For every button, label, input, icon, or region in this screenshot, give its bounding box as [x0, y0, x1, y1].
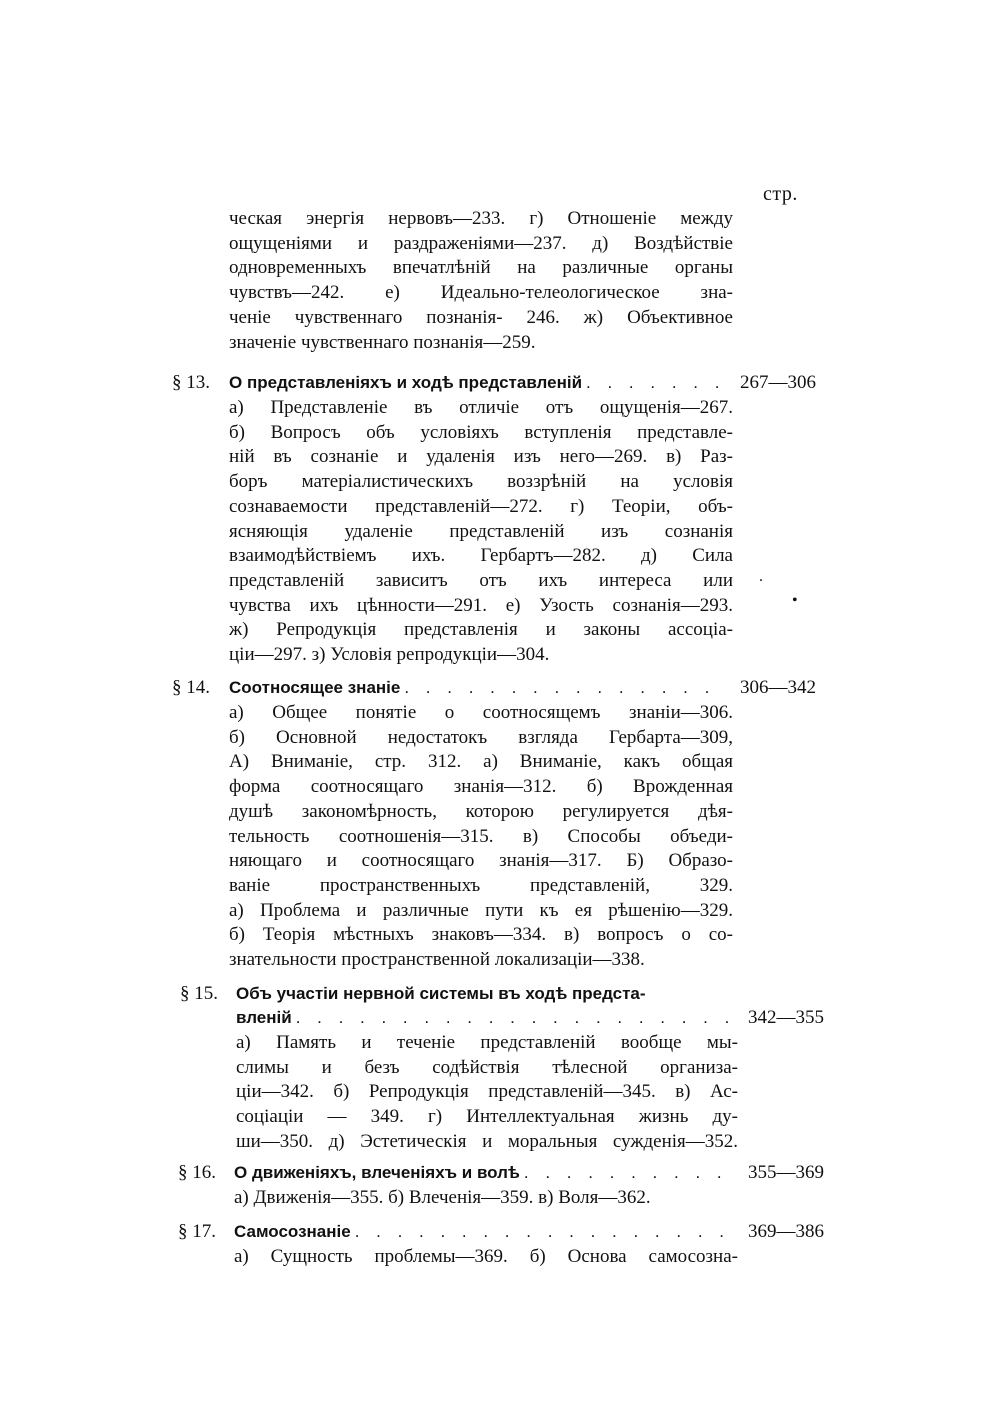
section-title-text: О представленіяхъ и ходѣ представленій	[229, 373, 583, 392]
text-line: взаимодѣйствіемъ ихъ. Гербартъ—282. д) Сила	[229, 545, 733, 567]
leader-dots	[355, 1222, 732, 1242]
text-line: чувства ихъ цѣнности—291. е) Узость сознанія—293.	[229, 594, 733, 616]
text-line: ясняющія удаленіе представленій изъ сознанія	[229, 520, 733, 542]
leader-dots	[404, 678, 725, 698]
section-13-sign: § 13.	[172, 372, 210, 393]
leader-dots	[524, 1163, 732, 1183]
leader-dots	[296, 1008, 732, 1028]
text-line: а) Представленіе въ отличіе отъ ощущенія—267.	[229, 397, 733, 418]
text-line: а) Проблема и различные пути къ ея рѣшенію—329.	[229, 899, 733, 921]
text-line: значеніе чувственнаго познанія—259.	[229, 331, 536, 353]
text-line: а) Общее понятіе о соотносящемъ знаніи—306.	[229, 702, 733, 723]
text-line: няющаго и соотносящаго знанія—317. Б) Образо-	[229, 850, 733, 872]
text-line: ній въ сознаніе и удаленія изъ него—269. в) Раз-	[229, 446, 733, 468]
section-13-pages: 267—306	[740, 372, 816, 393]
text-line: ченіе чувственнаго познанія- 246. ж) Объективное	[229, 306, 733, 328]
text-line: боръ матеріалистическихъ воззрѣній на условія	[229, 471, 733, 493]
section-15-pages: 342—355	[748, 1007, 824, 1028]
stray-mark: .	[759, 568, 763, 585]
text-line: ваніе пространственныхъ представленій, 329.	[229, 874, 733, 896]
section-15-sign: § 15.	[180, 983, 218, 1004]
text-line: а) Движенія—355. б) Влеченія—359. в) Воля—362.	[234, 1187, 651, 1208]
text-line: сознаваемости представленій—272. г) Теоріи, объ-	[229, 495, 733, 517]
section-14-title	[229, 678, 729, 698]
text-line: ж) Репродукція представленія и законы ассоціа-	[229, 619, 733, 641]
section-17-pages: 369—386	[748, 1221, 824, 1242]
section-17-body	[234, 1245, 738, 1270]
section-13-title	[229, 373, 729, 393]
section-17-title	[234, 1222, 736, 1242]
section-16-sign: § 16.	[178, 1162, 216, 1183]
text-line: душѣ закономѣрность, которою регулируется дѣя-	[229, 800, 733, 822]
section-16-pages: 355—369	[748, 1162, 824, 1183]
section-17-sign: § 17.	[178, 1221, 216, 1242]
text-line: соціаціи — 349. г) Интеллектуальная жизнь ду-	[236, 1106, 738, 1128]
leader-dots	[586, 373, 725, 393]
text-line: а) Сущность проблемы—369. б) Основа самосозна-	[234, 1246, 738, 1267]
intro-paragraph	[229, 207, 733, 355]
text-line: тельность соотношенія—315. в) Способы объеди-	[229, 825, 733, 847]
section-15-title-line-2	[236, 1008, 736, 1028]
section-16-title	[234, 1163, 736, 1183]
section-15-title-line-1	[236, 984, 736, 1004]
text-line: чувствъ—242. е) Идеально-телеологическое зна-	[229, 282, 733, 304]
section-title-text: О движеніяхъ, влеченіяхъ и волѣ	[234, 1163, 520, 1182]
text-line: представленій зависитъ отъ ихъ интереса или	[229, 569, 733, 591]
section-14-body	[229, 701, 733, 973]
text-line: б) Основной недостатокъ взгляда Гербарта—309,	[229, 726, 733, 748]
text-line: б) Теорія мѣстныхъ знаковъ—334. в) вопросъ о со-	[229, 924, 733, 946]
text-line: слимы и безъ содѣйствія тѣлесной организа-	[236, 1056, 738, 1078]
text-line: ціи—297. з) Условія репродукціи—304.	[229, 644, 550, 666]
stray-mark: •	[792, 592, 798, 609]
section-13-body	[229, 396, 733, 668]
text-line: ціи—342. б) Репродукція представленій—345. в) Ас-	[236, 1081, 738, 1103]
column-label-pages: стр.	[763, 183, 798, 205]
text-line: А) Вниманіе, стр. 312. а) Вниманіе, какъ общая	[229, 751, 733, 773]
section-14-sign: § 14.	[172, 677, 210, 698]
text-line: ческая энергія нервовъ—233. г) Отношеніе между	[229, 208, 733, 229]
section-15-body	[236, 1031, 738, 1155]
text-line: а) Память и теченіе представленій вообще мы-	[236, 1032, 738, 1053]
section-title-text: Соотносящее знаніе	[229, 678, 401, 697]
text-line: одновременныхъ впечатлѣній на различные органы	[229, 257, 733, 279]
section-14-pages: 306—342	[740, 677, 816, 698]
text-line: ощущеніями и раздраженіями—237. д) Воздѣйствіе	[229, 232, 733, 254]
text-line: знательности пространственной локализаціи—338.	[229, 949, 645, 971]
section-title-text: вленій	[236, 1008, 292, 1027]
section-16-body	[234, 1186, 738, 1211]
text-line: форма соотносящаго знанія—312. б) Врожденная	[229, 776, 733, 798]
section-title-text: Самосознаніе	[234, 1222, 351, 1241]
text-line: б) Вопросъ объ условіяхъ вступленія представле-	[229, 421, 733, 443]
section-title-text: Объ участіи нервной системы въ ходѣ предста-	[236, 984, 646, 1003]
text-line: ши—350. д) Эстетическія и моральныя сужденія—352.	[236, 1130, 738, 1152]
